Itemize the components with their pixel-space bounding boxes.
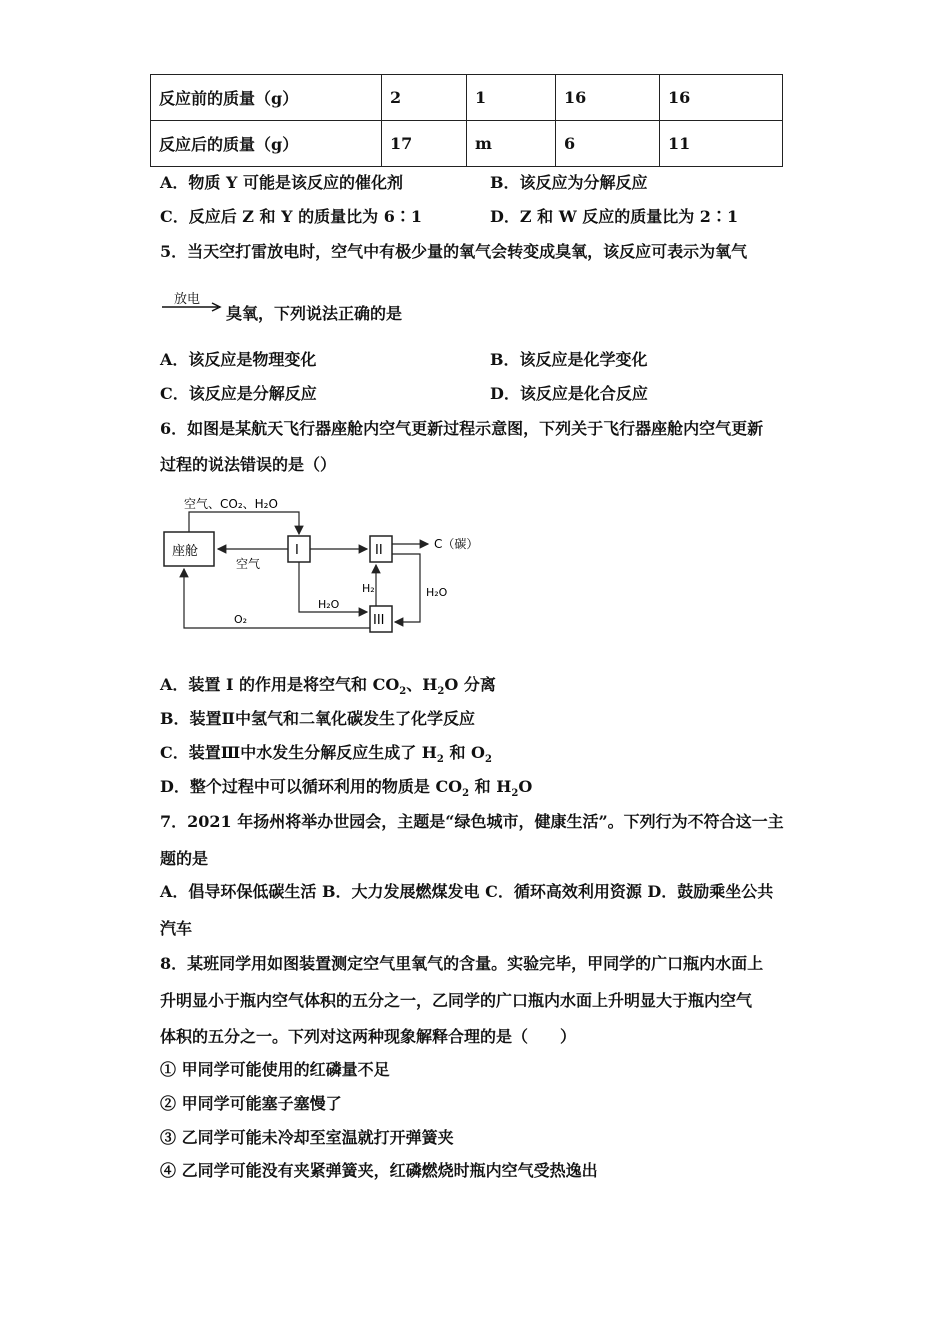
- arrow-icon: [160, 290, 224, 314]
- q4-option-c: C．反应后 Z 和 Y 的质量比为 6∶1: [160, 207, 422, 226]
- q6-option-a: A．装置 I 的作用是将空气和 $CO_2$、$H_2O$ 分离: [160, 675, 496, 698]
- device-3-label: III: [373, 613, 385, 628]
- q4-option-a: A．物质 Y 可能是该反应的催化剂: [160, 173, 403, 192]
- q6-option-c: C．装置Ⅲ中水发生分解反应生成了 $H_2$ 和 $O_2$: [160, 743, 492, 766]
- q5-option-a: A．该反应是物理变化: [160, 350, 317, 369]
- q6-option-d: D．整个过程中可以循环利用的物质是 $CO_2$ 和 $H_2O$: [160, 777, 533, 800]
- q8-item: ③ 乙同学可能未冷却至室温就打开弹簧夹: [160, 1128, 454, 1147]
- q8-item: ④ 乙同学可能没有夹紧弹簧夹，红磷燃烧时瓶内空气受热逸出: [160, 1161, 598, 1180]
- flow-line: [392, 554, 420, 622]
- q8-item: ② 甲同学可能塞子塞慢了: [160, 1094, 342, 1113]
- row-label: 反应前的质量（g）: [151, 75, 382, 121]
- cell-value: 1: [467, 75, 556, 121]
- q6-option-b: B．装置Ⅱ中氢气和二氧化碳发生了化学反应: [160, 709, 476, 728]
- device-2-label: II: [375, 543, 383, 558]
- q4-option-d: D．Z 和 W 反应的质量比为 2∶1: [490, 207, 739, 226]
- q5-stem-continued: 臭氧，下列说法正确的是: [226, 304, 403, 323]
- q8-item: ① 甲同学可能使用的红磷量不足: [160, 1060, 390, 1079]
- q7-options-continued: 汽车: [160, 919, 193, 938]
- cabin-label: 座舱: [172, 544, 199, 559]
- q7-stem-continued: 题的是: [160, 849, 209, 868]
- q5-stem: 5．当天空打雷放电时，空气中有极少量的氧气会转变成臭氧，该反应可表示为氧气: [160, 242, 748, 261]
- arrow-label: 放电: [174, 292, 201, 307]
- air-label: 空气: [236, 557, 261, 571]
- mass-table: [150, 74, 783, 167]
- q8-stem-line3: 体积的五分之一。下列对这两种现象解释合理的是（ ）: [160, 1027, 577, 1046]
- row-label: 反应后的质量（g）: [151, 121, 382, 167]
- h2-label: H₂: [362, 582, 375, 595]
- h2o-right-label: H₂O: [426, 586, 448, 599]
- device-1-label: I: [295, 543, 299, 558]
- h2o-bottom-label: H₂O: [318, 598, 340, 611]
- flow-line: [189, 512, 299, 534]
- q8-stem-line2: 升明显小于瓶内空气体积的五分之一，乙同学的广口瓶内水面上升明显大于瓶内空气: [160, 991, 753, 1010]
- q8-stem: 8．某班同学用如图装置测定空气里氧气的含量。实验完毕，甲同学的广口瓶内水面上: [160, 954, 764, 973]
- carbon-label: C（碳）: [434, 537, 479, 551]
- q4-option-b: B．该反应为分解反应: [490, 173, 648, 192]
- cell-value: 11: [660, 121, 783, 167]
- q6-stem: 6．如图是某航天飞行器座舱内空气更新过程示意图，下列关于飞行器座舱内空气更新: [160, 419, 764, 438]
- air-renewal-diagram: [158, 488, 488, 636]
- cell-value: 16: [556, 75, 660, 121]
- reaction-arrow: [160, 290, 224, 314]
- top-label: 空气、CO₂、H₂O: [184, 497, 278, 511]
- cell-value: 6: [556, 121, 660, 167]
- table-row: [151, 121, 783, 167]
- cell-value: m: [467, 121, 556, 167]
- cell-value: 17: [382, 121, 467, 167]
- table-row: [151, 75, 783, 121]
- q6-stem-continued: 过程的说法错误的是（）: [160, 455, 337, 474]
- cell-value: 16: [660, 75, 783, 121]
- flow-line: [184, 569, 370, 628]
- device-1-box: [288, 536, 310, 562]
- q5-option-c: C．该反应是分解反应: [160, 384, 317, 403]
- q5-option-d: D．该反应是化合反应: [490, 384, 648, 403]
- q5-option-b: B．该反应是化学变化: [490, 350, 648, 369]
- o2-label: O₂: [234, 613, 248, 626]
- cell-value: 2: [382, 75, 467, 121]
- q7-stem: 7．2021 年扬州将举办世园会，主题是“绿色城市，健康生活”。下列行为不符合这一主: [160, 812, 784, 831]
- q7-options: A．倡导环保低碳生活 B．大力发展燃煤发电 C．循环高效利用资源 D．鼓励乘坐公共: [160, 882, 774, 901]
